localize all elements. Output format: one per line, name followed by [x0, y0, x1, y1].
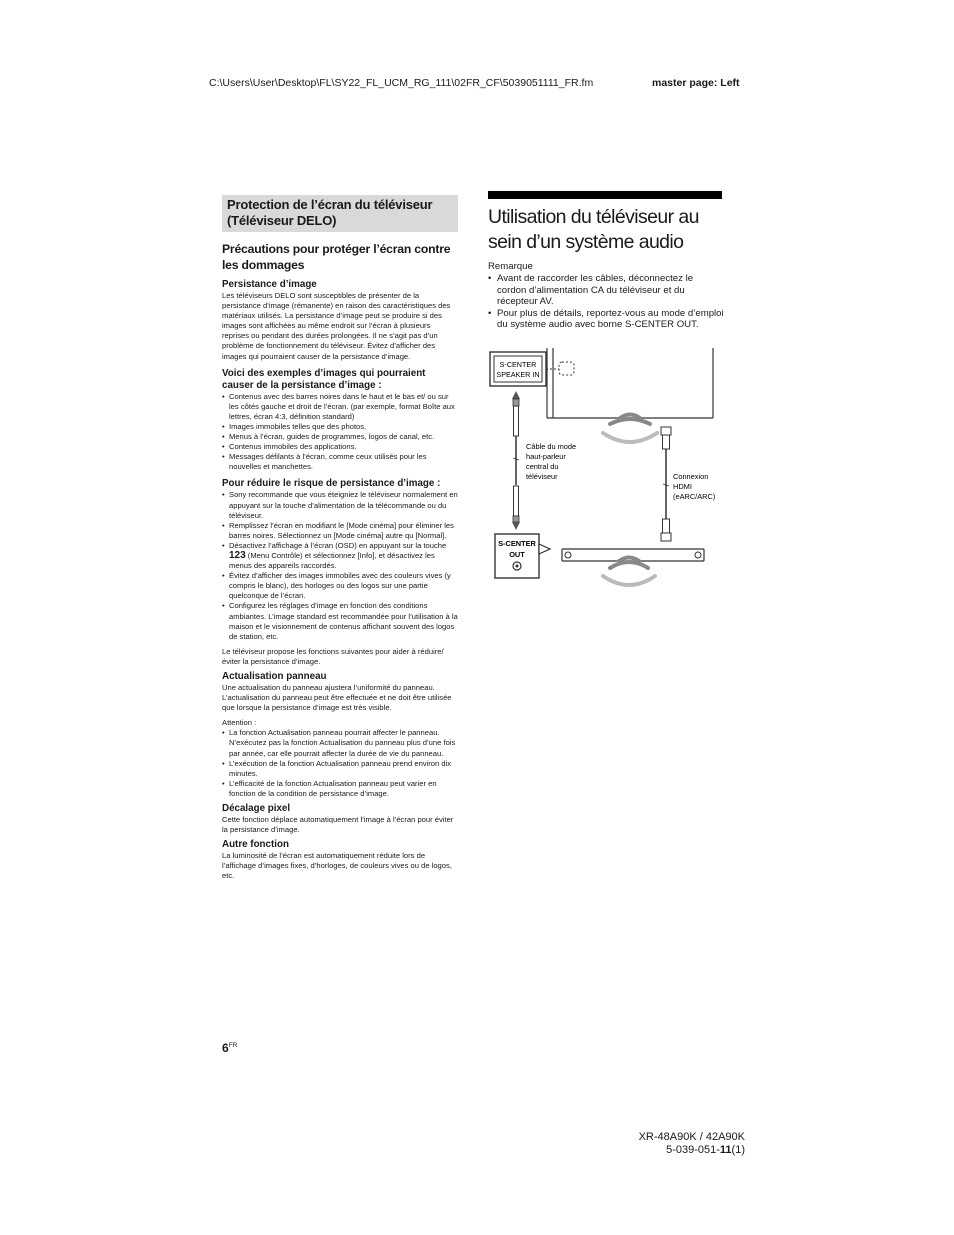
list-item: • Contenus avec des barres noires dans le haut et le bas et/ ou sur les côtés gauche et droit de l’écran. (par exemple, format Boîte aux lettres, écran 4:3, définition standard) — [222, 392, 458, 422]
soundbar-port-label-2: OUT — [509, 550, 525, 559]
subtitle: Précautions pour protéger l’écran contre les dommages — [222, 242, 451, 272]
list-item: • Remplissez l’écran en modifiant le [Mode cinéma] pour éliminer les barres noires. Sélectionnez un [Mode cinéma] autre qu [Normal]. — [222, 521, 458, 541]
master-page-label: master page: Left — [652, 77, 740, 89]
panel-heading: Actualisation panneau — [222, 671, 327, 682]
hdmi-label-2: HDMI — [673, 482, 692, 491]
hdmi-label-3: (eARC/ARC) — [673, 492, 716, 501]
list-item: • Menus à l’écran, guides de programmes, logos de canal, etc. — [222, 432, 458, 442]
page-number-value: 6 — [222, 1041, 229, 1055]
other-text: La luminosité de l’écran est automatiquement réduite lors de l’affichage d’images fixes, d’horloges, de couleurs vives ou de logos, etc. — [222, 851, 452, 881]
list-item-text: Désactivez l’affichage à l’écran (OSD) en appuyant sur la touche — [229, 540, 447, 550]
functions-intro: Le téléviseur propose les fonctions suivantes pour aider à réduire/éviter la persistance d’image. — [222, 646, 444, 666]
pixel-text: Cette fonction déplace automatiquement l’image à l’écran pour éviter la persistance d’image. — [222, 815, 454, 835]
tv-port-label-1: S-CENTER — [499, 360, 537, 369]
model-info — [600, 1131, 745, 1157]
list-item: • Messages défilants à l’écran, comme ceux utilisés pour les nouvelles et manchettes. — [222, 452, 458, 472]
file-path: C:\Users\User\Desktop\FL\SY22_FL_UCM_RG_111\02FR_CF\5039051111_FR.fm — [209, 77, 594, 89]
page-title: Utilisation du téléviseur au sein d’un système audio — [488, 206, 699, 253]
soundbar-port-label-1: S-CENTER — [498, 539, 536, 548]
list-item: • L’exécution de la fonction Actualisation panneau prend environ dix minutes. — [222, 759, 458, 779]
model-number: XR-48A90K / 42A90K — [638, 1131, 745, 1143]
code-prefix: 5-039-051- — [666, 1144, 720, 1156]
panel-text: Une actualisation du panneau ajustera l’uniformité du panneau. L’actualisation du panneau peut être effectuée et ne doit être utilisée que lorsque la persistance d’image est très visible. — [222, 683, 452, 713]
menu-control-key-icon: 123 — [229, 549, 246, 561]
tv-sound-waves-icon — [603, 415, 657, 443]
cable-label-4: téléviseur — [526, 472, 558, 481]
speaker-cable — [512, 391, 520, 530]
list-item: • Contenus immobiles des applications. — [222, 442, 458, 452]
hdmi-cable — [661, 427, 671, 541]
cable-label-3: central du — [526, 462, 559, 471]
code-bold: 11 — [719, 1144, 732, 1156]
tv-port-box — [490, 352, 546, 386]
code-suffix: (1) — [731, 1144, 745, 1156]
list-item-text: (Menu Contrôle) et sélectionnez [Info], et désactivez les menus des appareils raccordés. — [229, 550, 435, 571]
cable-label-2: haut-parleur — [526, 452, 566, 461]
list-item: • La fonction Actualisation panneau pourrait affecter le panneau. N’exécutez pas la fonction Actualisation du panneau plus d’une fois par année, car elle pourrait affecter la durée de vie du panneau. — [222, 728, 458, 758]
list-item: • Avant de raccorder les câbles, déconnectez le cordon d’alimentation CA du téléviseur et du récepteur AV. — [488, 273, 724, 308]
document-code — [600, 1144, 745, 1157]
list-item: • Images immobiles telles que des photos. — [222, 422, 458, 432]
examples-heading: Voici des exemples d’images qui pourraient causer de la persistance d’image : — [222, 367, 426, 391]
page-number — [222, 1041, 237, 1055]
list-item: • L’efficacité de la fonction Actualisation panneau peut varier en fonction de la condition de persistance d’image. — [222, 779, 458, 799]
list-item: • Configurez les réglages d’image en fonction des conditions ambiantes. L’image standard est recommandée pour l’utilisation à la maison et le visionnement de contenus affichant souvent des logos de station, etc. — [222, 601, 458, 641]
note-label: Remarque — [488, 261, 533, 272]
tv-port-marker — [559, 362, 574, 375]
cable-label-1: Câble du mode — [526, 442, 577, 451]
list-item: • Évitez d’afficher des images immobiles avec des couleurs vives (y compris le blanc), des horloges ou des logos sur une partie quelconque de l’écran. — [222, 571, 458, 601]
persistence-heading: Persistance d’image — [222, 279, 317, 290]
list-item: • Sony recommande que vous éteigniez le téléviseur normalement en appuyant sur la touche d’alimentation de la télécommande ou du téléviseur. — [222, 490, 458, 520]
persistence-text: Les téléviseurs DELO sont susceptibles de présenter de la persistance d’image (rémanente) en raison des caractéristiques des matériaux utilisés. La persistance d’image peut se produire si des images sont affichées au même endroit sur l’écran à plusieurs reprises ou pendant des durées prolongées. Il ne s’agit pas d’un problème de fonctionnement du téléviseur. Évitez d’afficher des images qui pourraient causer de la persistance d’image. — [222, 291, 451, 361]
attention-label: Attention : — [222, 718, 257, 728]
tv-outline — [547, 348, 713, 418]
hdmi-label-1: Connexion — [673, 472, 709, 481]
tv-port-label-2: SPEAKER IN — [496, 370, 540, 379]
list-item: • Pour plus de détails, reportez-vous au mode d’emploi du système audio avec borne S-CENTER OUT. — [488, 308, 724, 331]
pixel-heading: Décalage pixel — [222, 803, 291, 815]
jack-icon-inner — [516, 565, 519, 568]
page-language: FR — [228, 1042, 238, 1049]
section-title: Protection de l’écran du téléviseur (Téléviseur DELO) — [222, 195, 458, 232]
soundbar-sound-waves-icon — [603, 558, 655, 586]
other-heading: Autre fonction — [222, 839, 289, 851]
reduce-heading: Pour réduire le risque de persistance d’image : — [222, 478, 441, 490]
soundbar-port-pointer — [539, 544, 550, 554]
